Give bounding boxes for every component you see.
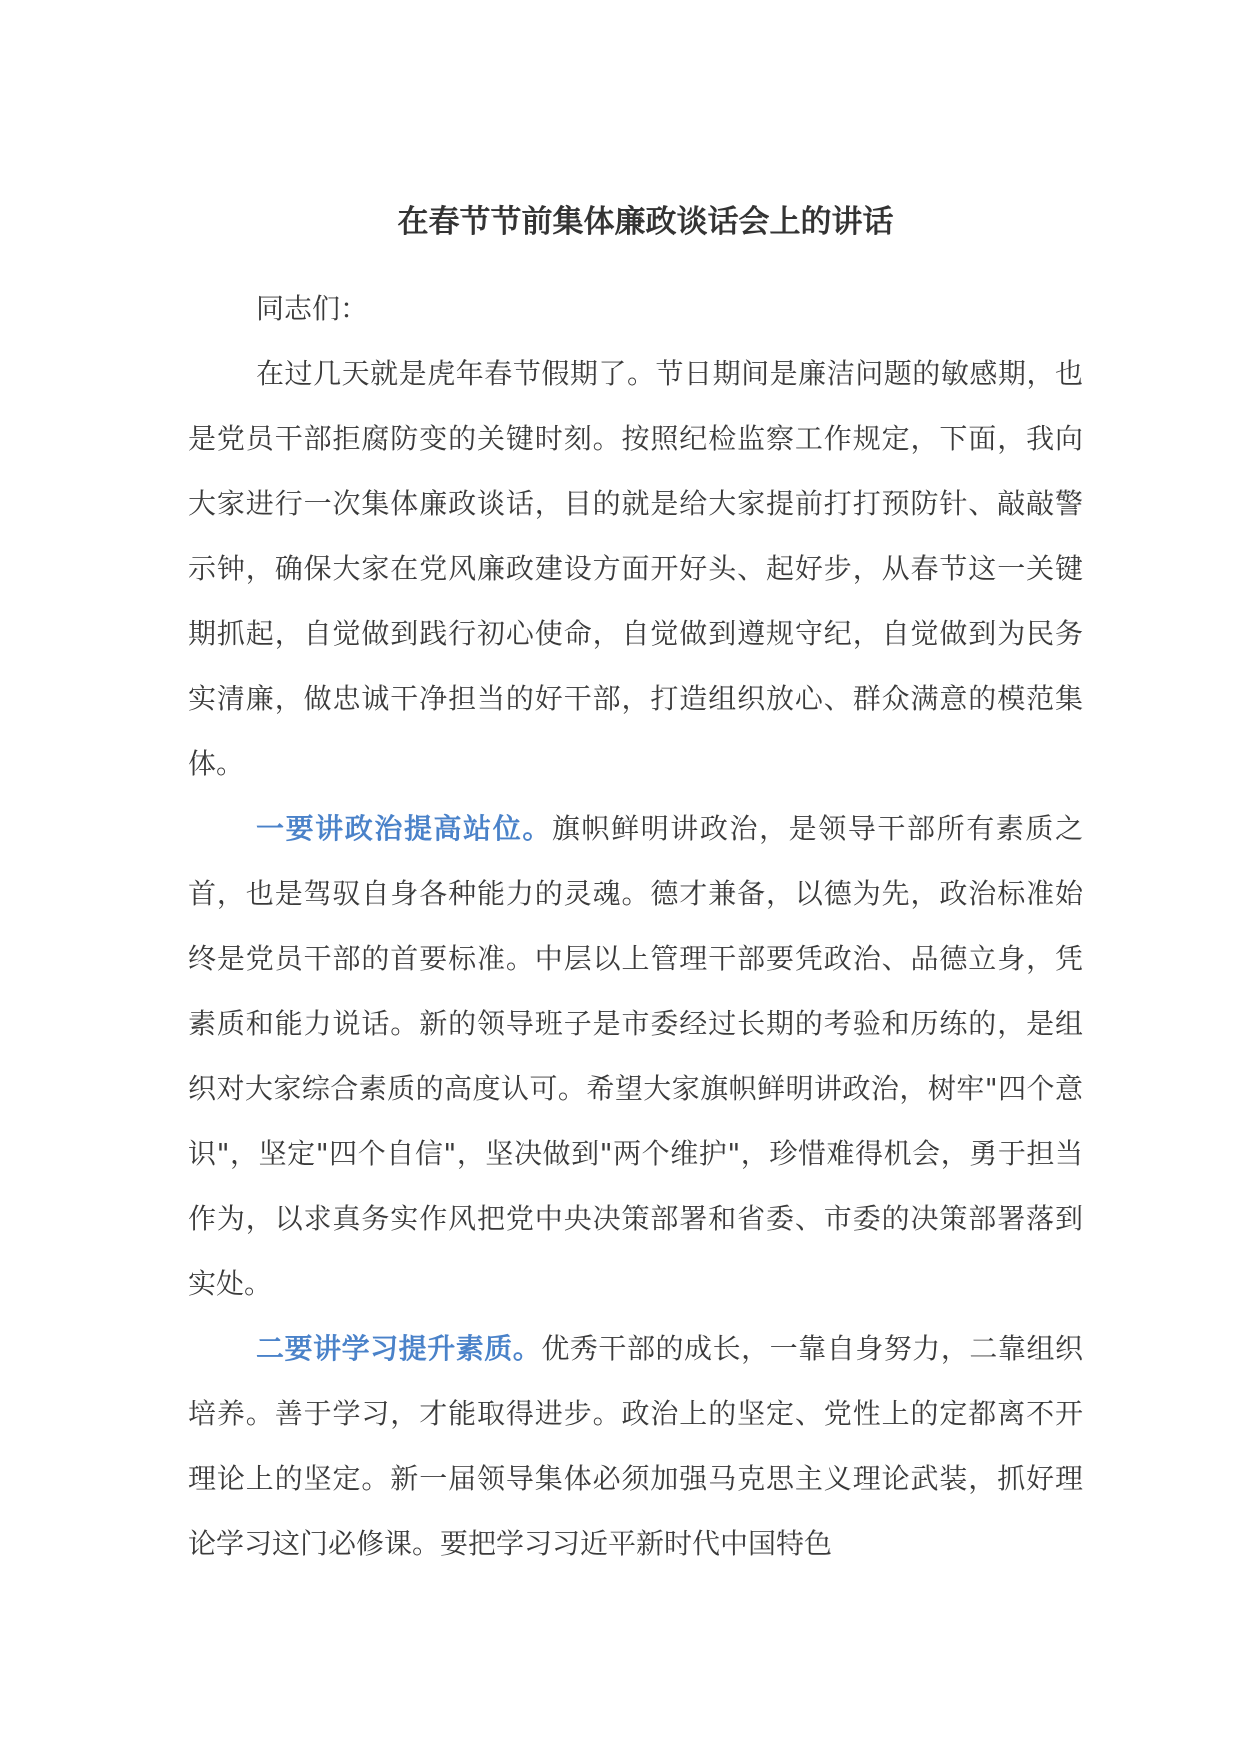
paragraph-politics	[188, 796, 1083, 1316]
paragraph-text: 在过几天就是虎年春节假期了。节日期间是廉洁问题的敏感期，也是党员干部拒腐防变的关键时刻。按照纪检监察工作规定，下面，我向大家进行一次集体廉政谈话，目的就是给大家提前打打预防针、敲敲警示钟，确保大家在党风廉政建设方面开好头、起好步，从春节这一关键期抓起，自觉做到践行初心使命，自觉做到遵规守纪，自觉做到为民务实清廉，做忠诚干净担当的好干部，打造组织放心、群众满意的模范集体。	[188, 357, 1083, 780]
paragraph-heading: 二要讲学习提升素质。	[256, 1332, 542, 1365]
paragraph-text: 旗帜鲜明讲政治，是领导干部所有素质之首，也是驾驭自身各种能力的灵魂。德才兼备，以德为先，政治标准始终是党员干部的首要标准。中层以上管理干部要凭政治、品德立身，凭素质和能力说话。新的领导班子是市委经过长期的考验和历练的，是组织对大家综合素质的高度认可。希望大家旗帜鲜明讲政治，树牢"四个意识"，坚定"四个自信"，坚决做到"两个维护"，珍惜难得机会，勇于担当作为，以求真务实作风把党中央决策部署和省委、市委的决策部署落到实处。	[188, 812, 1083, 1300]
paragraph-learning	[188, 1316, 1083, 1576]
paragraph-text: 优秀干部的成长，一靠自身努力，二靠组织培养。善于学习，才能取得进步。政治上的坚定、党性上的定都离不开理论上的坚定。新一届领导集体必须加强马克思主义理论武装，抓好理论学习这门必修课。要把学习习近平新时代中国特色	[188, 1332, 1083, 1560]
paragraph-heading: 一要讲政治提高站位。	[256, 812, 552, 845]
paragraph-intro	[188, 341, 1083, 796]
salutation: 同志们：	[256, 292, 369, 325]
document-page	[188, 196, 1083, 1576]
document-title: 在春节节前集体廉政谈话会上的讲话	[397, 204, 894, 240]
